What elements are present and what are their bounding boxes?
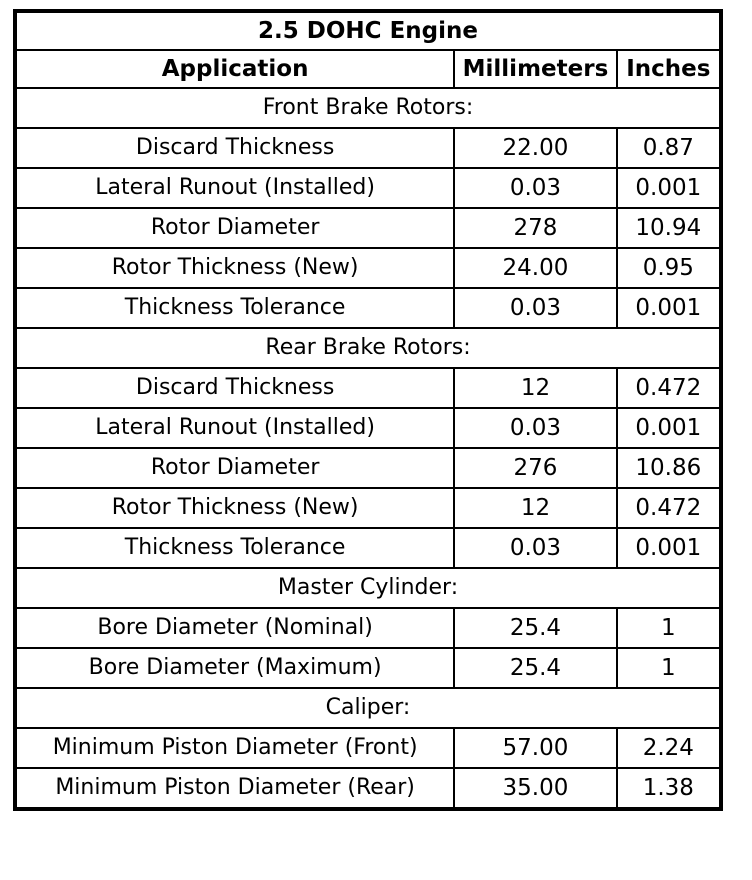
millimeters-cell: 24.00 [454, 248, 616, 288]
application-cell: Thickness Tolerance [15, 528, 454, 568]
inches-cell: 0.001 [617, 168, 721, 208]
application-cell: Rotor Diameter [15, 208, 454, 248]
inches-cell: 0.472 [617, 368, 721, 408]
section-header-row [15, 328, 721, 368]
application-cell: Lateral Runout (Installed) [15, 408, 454, 448]
application-cell: Rotor Thickness (New) [15, 248, 454, 288]
column-header-inches: Inches [617, 50, 721, 88]
table-title: 2.5 DOHC Engine [15, 11, 721, 50]
section-label: Master Cylinder: [15, 568, 721, 608]
application-cell: Lateral Runout (Installed) [15, 168, 454, 208]
column-header-millimeters: Millimeters [454, 50, 616, 88]
table-row [15, 288, 721, 328]
millimeters-cell: 35.00 [454, 768, 616, 809]
engine-spec-table [13, 9, 723, 811]
millimeters-cell: 278 [454, 208, 616, 248]
millimeters-cell: 12 [454, 368, 616, 408]
table-row [15, 648, 721, 688]
millimeters-cell: 0.03 [454, 408, 616, 448]
section-label: Front Brake Rotors: [15, 88, 721, 128]
table-row [15, 208, 721, 248]
table-title-row [15, 11, 721, 50]
table-row [15, 408, 721, 448]
table-row [15, 448, 721, 488]
millimeters-cell: 25.4 [454, 648, 616, 688]
inches-cell: 0.001 [617, 408, 721, 448]
inches-cell: 1.38 [617, 768, 721, 809]
section-header-row [15, 88, 721, 128]
table-row [15, 768, 721, 809]
section-header-row [15, 568, 721, 608]
section-header-row [15, 688, 721, 728]
inches-cell: 0.87 [617, 128, 721, 168]
table-row [15, 528, 721, 568]
application-cell: Thickness Tolerance [15, 288, 454, 328]
millimeters-cell: 25.4 [454, 608, 616, 648]
inches-cell: 0.472 [617, 488, 721, 528]
table-row [15, 368, 721, 408]
millimeters-cell: 57.00 [454, 728, 616, 768]
inches-cell: 1 [617, 608, 721, 648]
application-cell: Bore Diameter (Nominal) [15, 608, 454, 648]
application-cell: Rotor Diameter [15, 448, 454, 488]
inches-cell: 10.86 [617, 448, 721, 488]
column-header-application: Application [15, 50, 454, 88]
application-cell: Minimum Piston Diameter (Rear) [15, 768, 454, 809]
inches-cell: 0.001 [617, 528, 721, 568]
application-cell: Minimum Piston Diameter (Front) [15, 728, 454, 768]
inches-cell: 0.95 [617, 248, 721, 288]
table-row [15, 168, 721, 208]
millimeters-cell: 276 [454, 448, 616, 488]
column-header-row [15, 50, 721, 88]
table-row [15, 728, 721, 768]
inches-cell: 2.24 [617, 728, 721, 768]
table-row [15, 488, 721, 528]
table-row [15, 248, 721, 288]
inches-cell: 10.94 [617, 208, 721, 248]
section-label: Caliper: [15, 688, 721, 728]
spec-table-body [15, 11, 721, 809]
application-cell: Discard Thickness [15, 128, 454, 168]
millimeters-cell: 0.03 [454, 168, 616, 208]
table-row [15, 608, 721, 648]
application-cell: Discard Thickness [15, 368, 454, 408]
millimeters-cell: 22.00 [454, 128, 616, 168]
inches-cell: 0.001 [617, 288, 721, 328]
inches-cell: 1 [617, 648, 721, 688]
application-cell: Bore Diameter (Maximum) [15, 648, 454, 688]
section-label: Rear Brake Rotors: [15, 328, 721, 368]
application-cell: Rotor Thickness (New) [15, 488, 454, 528]
table-row [15, 128, 721, 168]
millimeters-cell: 0.03 [454, 528, 616, 568]
millimeters-cell: 0.03 [454, 288, 616, 328]
millimeters-cell: 12 [454, 488, 616, 528]
